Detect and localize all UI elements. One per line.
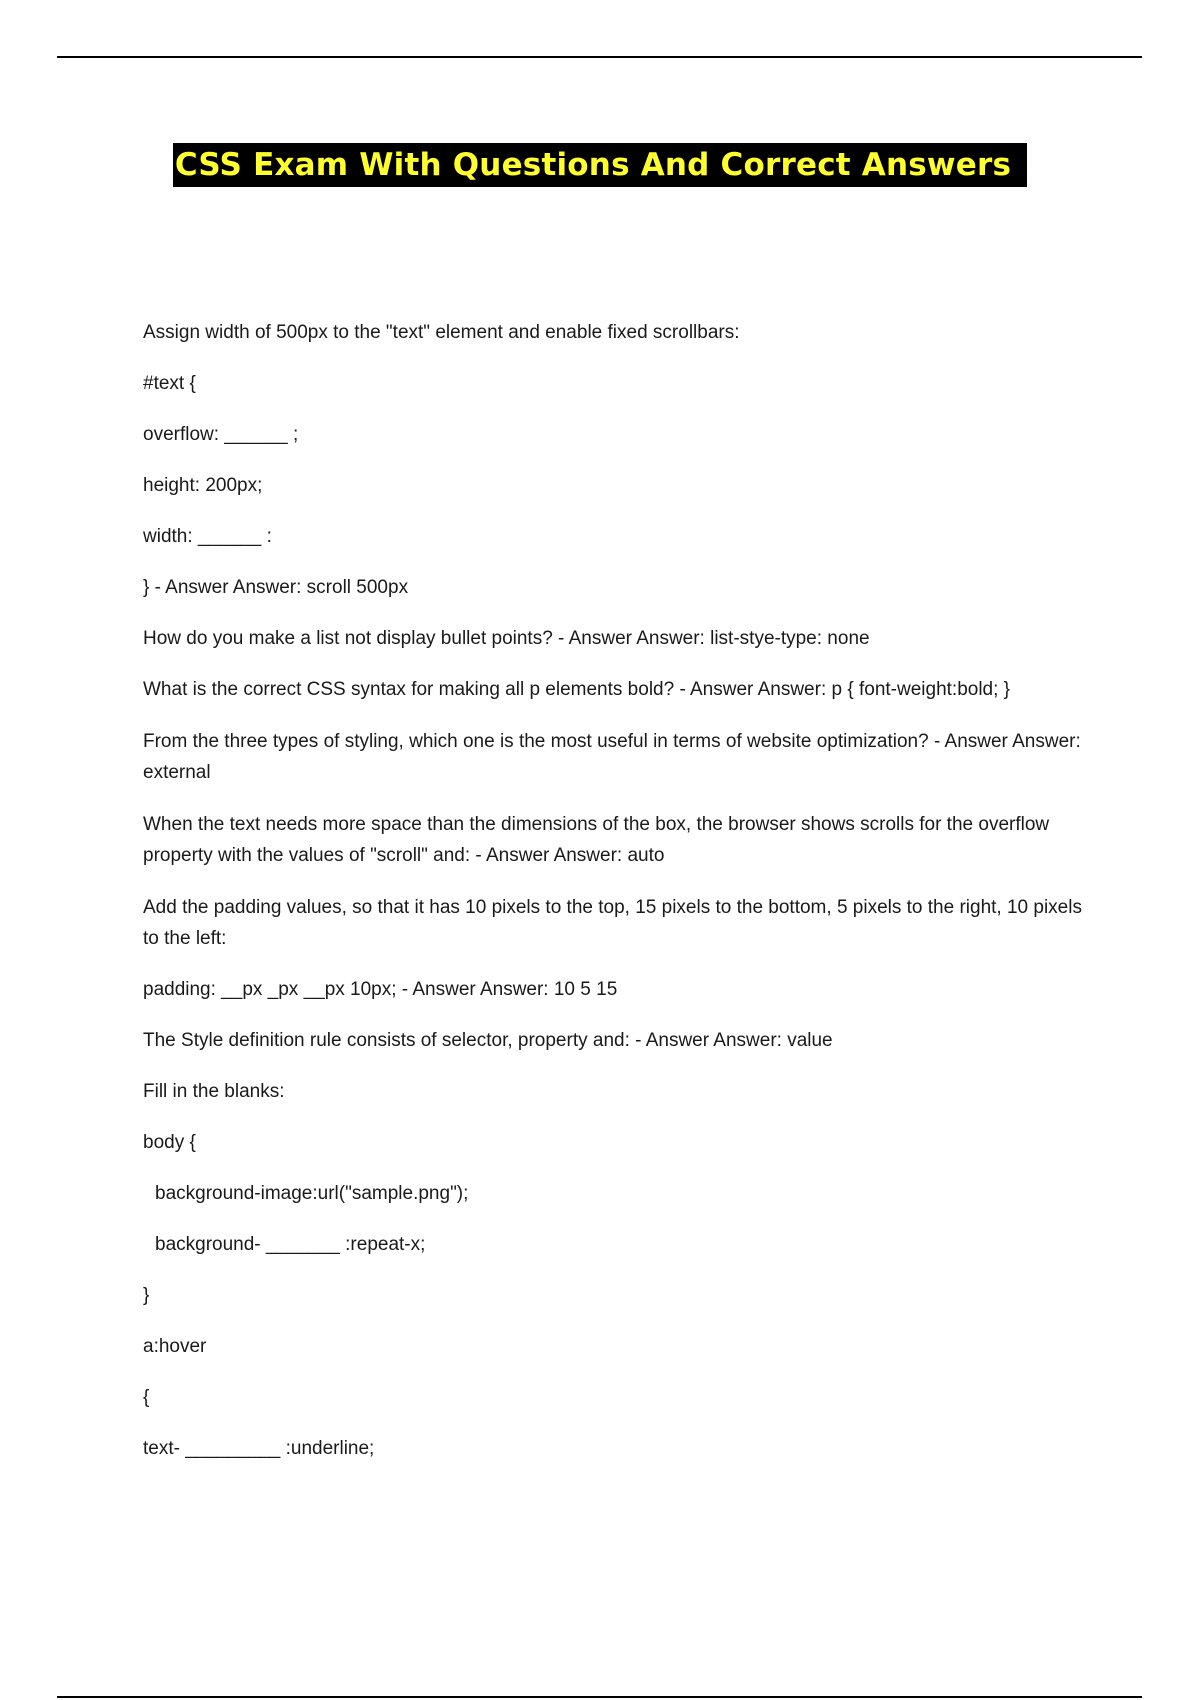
code-line-selector: #text { <box>143 373 196 394</box>
question-5: When the text needs more space than the dimensions of the box, the browser shows scrolls for the overflow property with the values of "scroll" and: - Answer Answer: auto <box>143 814 1055 866</box>
code-line-text-decoration: text- _________ :underline; <box>143 1438 375 1459</box>
question-2: How do you make a list not display bullet points? - Answer Answer: list-stye-type: none <box>143 628 870 649</box>
code-line-width: width: ______ : <box>143 526 272 547</box>
header-rule <box>57 56 1142 58</box>
code-line-close-brace: } <box>143 1285 150 1306</box>
title-banner <box>0 143 1200 187</box>
code-line-height: height: 200px; <box>143 475 263 496</box>
code-line-background-image: background-image:url("sample.png"); <box>155 1183 469 1204</box>
code-line-background-repeat: background- _______ :repeat-x; <box>155 1234 426 1255</box>
code-line-overflow: overflow: ______ ; <box>143 424 299 445</box>
code-line-hover-selector: a:hover <box>143 1336 207 1357</box>
question-6-answer: padding: __px _px __px 10px; - Answer Answer: 10 5 15 <box>143 979 618 1000</box>
document-title: CSS Exam With Questions And Correct Answers <box>173 143 1027 187</box>
code-line-body: body { <box>143 1132 196 1153</box>
question-1-answer: } - Answer Answer: scroll 500px <box>143 577 409 598</box>
question-7: The Style definition rule consists of selector, property and: - Answer Answer: value <box>143 1030 833 1051</box>
question-3: What is the correct CSS syntax for making all p elements bold? - Answer Answer: p { font-weight:bold; } <box>143 679 1011 700</box>
question-8-prompt: Fill in the blanks: <box>143 1081 285 1102</box>
document-body <box>143 318 1093 1464</box>
question-6-prompt: Add the padding values, so that it has 10 pixels to the top, 15 pixels to the bottom, 5 pixels to the right, 10 pixels to the left: <box>143 897 1088 949</box>
code-line-open-brace: { <box>143 1387 150 1408</box>
question-1-prompt: Assign width of 500px to the "text" element and enable fixed scrollbars: <box>143 322 740 343</box>
question-4: From the three types of styling, which one is the most useful in terms of website optimization? - Answer Answer: external <box>143 731 1087 783</box>
footer-rule <box>57 1696 1142 1698</box>
